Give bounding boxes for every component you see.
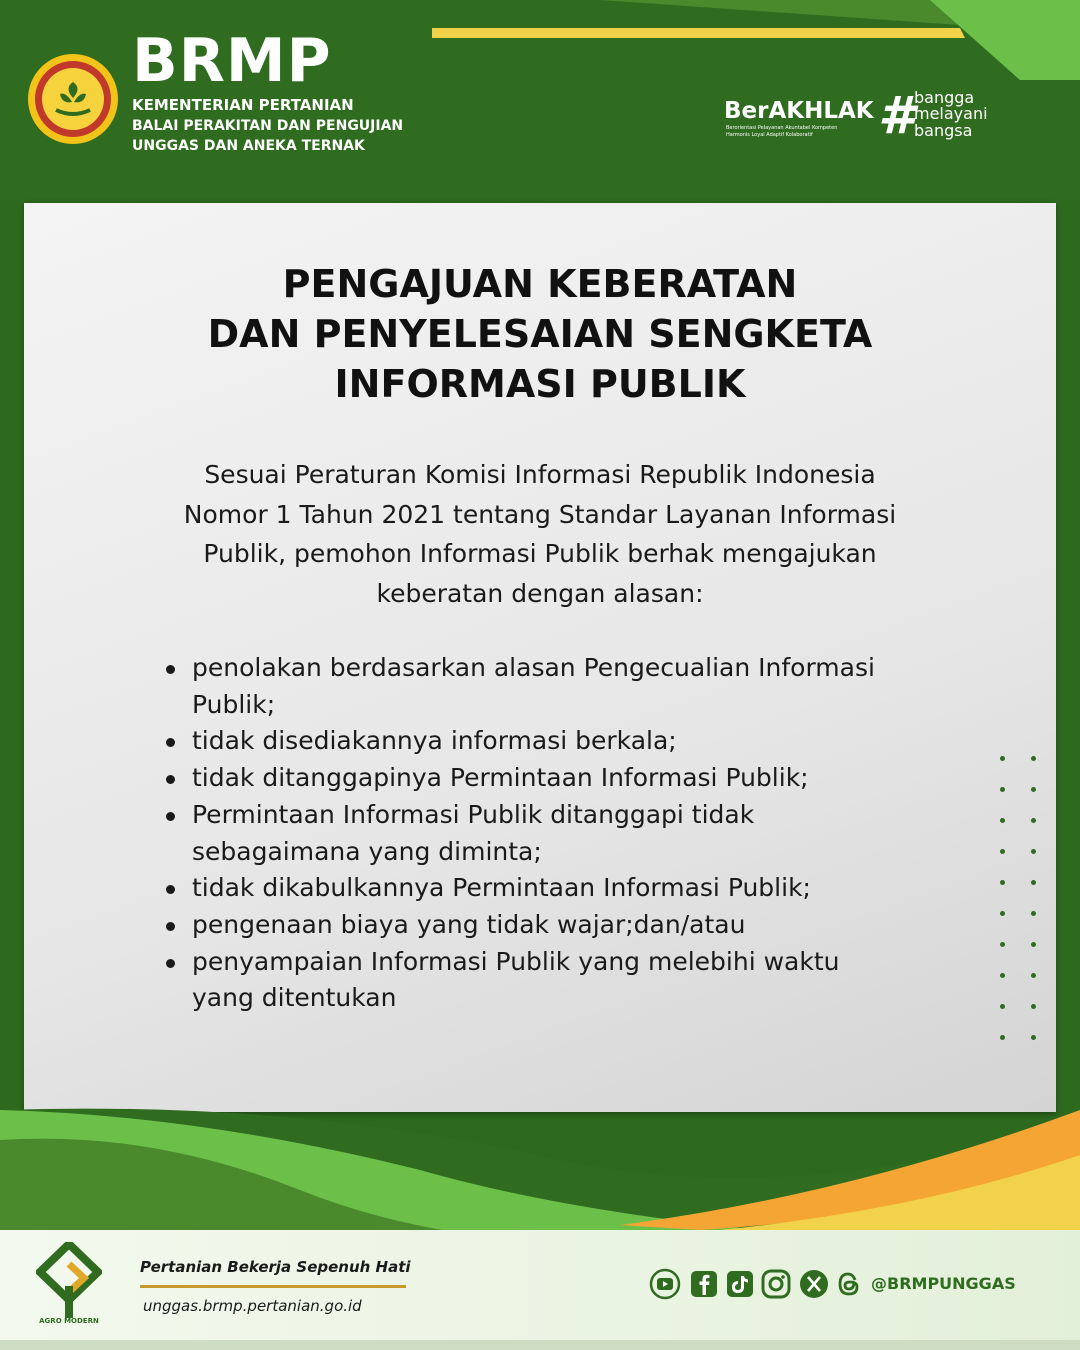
reason-item <box>164 723 964 760</box>
content-card <box>24 203 1056 1112</box>
decor-dot <box>1000 942 1005 947</box>
hashtag-word-1: bangga <box>914 88 975 107</box>
decor-dot <box>1031 1004 1036 1009</box>
intro-line: Sesuai Peraturan Komisi Informasi Republik Indonesia <box>204 460 876 489</box>
instagram-icon[interactable] <box>760 1268 792 1300</box>
reason-line: penolakan berdasarkan alasan Pengecualian Informasi <box>192 653 875 682</box>
intro-paragraph <box>124 455 956 613</box>
decor-dot <box>1031 942 1036 947</box>
reason-line: yang ditentukan <box>192 983 397 1013</box>
header <box>0 0 1080 200</box>
slogan-underline <box>140 1285 406 1288</box>
hashtag-word-2: melayani <box>914 104 988 123</box>
website-link[interactable]: unggas.brmp.pertanian.go.id <box>143 1297 362 1315</box>
decor-dot <box>1000 787 1005 792</box>
decor-dot <box>1031 756 1036 761</box>
berakhlak-logo: BerAKHLAK <box>724 98 874 124</box>
social-handle[interactable]: @BRMPUNGGAS <box>871 1274 1016 1293</box>
decor-dot <box>1031 849 1036 854</box>
bottom-wave-decoration <box>0 1100 1080 1240</box>
reason-line: Permintaan Informasi Publik ditanggapi tidak <box>192 799 755 829</box>
threads-icon[interactable] <box>833 1268 865 1300</box>
reason-line: sebagaimana yang diminta; <box>192 836 542 866</box>
title-line: DAN PENYELESAIAN SENGKETA <box>207 312 873 356</box>
decor-dot <box>1031 787 1036 792</box>
reason-line: tidak dikabulkannya Permintaan Informasi Publik; <box>192 873 811 903</box>
reason-item <box>164 650 964 723</box>
reason-item <box>164 907 964 944</box>
reason-item <box>164 944 964 1017</box>
title-line: PENGAJUAN KEBERATAN <box>282 262 798 306</box>
page-title <box>24 259 1056 409</box>
decor-dot <box>1000 1035 1005 1040</box>
x-icon[interactable] <box>798 1268 830 1300</box>
reason-item <box>164 760 964 797</box>
dot-pattern-right <box>1000 756 1040 1046</box>
reasons-list <box>164 650 964 1017</box>
youtube-icon[interactable] <box>649 1268 681 1300</box>
reason-line: Publik; <box>192 689 276 719</box>
footer <box>0 1230 1080 1350</box>
decor-dot <box>1031 818 1036 823</box>
agro-modern-label: AGRO MODERN <box>39 1317 99 1325</box>
agency-name-line1: BALAI PERAKITAN DAN PENGUJIAN <box>132 118 404 134</box>
kementan-emblem-icon <box>26 52 120 146</box>
decor-dot <box>1000 756 1005 761</box>
footer-bottom-strip <box>0 1340 1080 1350</box>
decor-dot <box>1031 1035 1036 1040</box>
title-line: INFORMASI PUBLIK <box>334 362 746 406</box>
brand-title: BRMP <box>132 26 332 96</box>
hashtag-word-3: bangsa <box>914 121 973 140</box>
decor-dot <box>1000 849 1005 854</box>
decor-dot <box>1031 880 1036 885</box>
facebook-icon[interactable] <box>688 1268 720 1300</box>
decor-dot <box>1031 911 1036 916</box>
decor-dot <box>1000 1004 1005 1009</box>
intro-line: keberatan dengan alasan: <box>376 578 704 608</box>
berakhlak-subtitle-2: Harmonis Loyal Adaptif Kolaboratif <box>726 132 813 138</box>
intro-line: Publik, pemohon Informasi Publik berhak mengajukan <box>203 539 877 568</box>
reason-line: tidak disediakannya informasi berkala; <box>192 726 677 756</box>
reason-line: tidak ditanggapinya Permintaan Informasi Publik; <box>192 763 809 793</box>
ministry-name: KEMENTERIAN PERTANIAN <box>132 96 354 114</box>
reason-line: pengenaan biaya yang tidak wajar;dan/atau <box>192 909 746 939</box>
slogan: Pertanian Bekerja Sepenuh Hati <box>140 1258 411 1276</box>
decor-dot <box>1000 973 1005 978</box>
berakhlak-subtitle-1: Berorientasi Pelayanan Akuntabel Kompeten <box>726 125 838 131</box>
agency-name-line2: UNGGAS DAN ANEKA TERNAK <box>132 138 365 154</box>
reason-item <box>164 797 964 870</box>
tiktok-icon[interactable] <box>724 1268 756 1300</box>
decor-dot <box>1000 880 1005 885</box>
hashtag-icon: # <box>878 86 915 146</box>
intro-line: Nomor 1 Tahun 2021 tentang Standar Layanan Informasi <box>183 499 897 529</box>
decor-dot <box>1031 973 1036 978</box>
reason-item <box>164 870 964 907</box>
decor-dot <box>1000 911 1005 916</box>
reason-line: penyampaian Informasi Publik yang melebihi waktu <box>192 946 840 976</box>
agro-modern-logo-icon <box>36 1242 102 1320</box>
decor-dot <box>1000 818 1005 823</box>
